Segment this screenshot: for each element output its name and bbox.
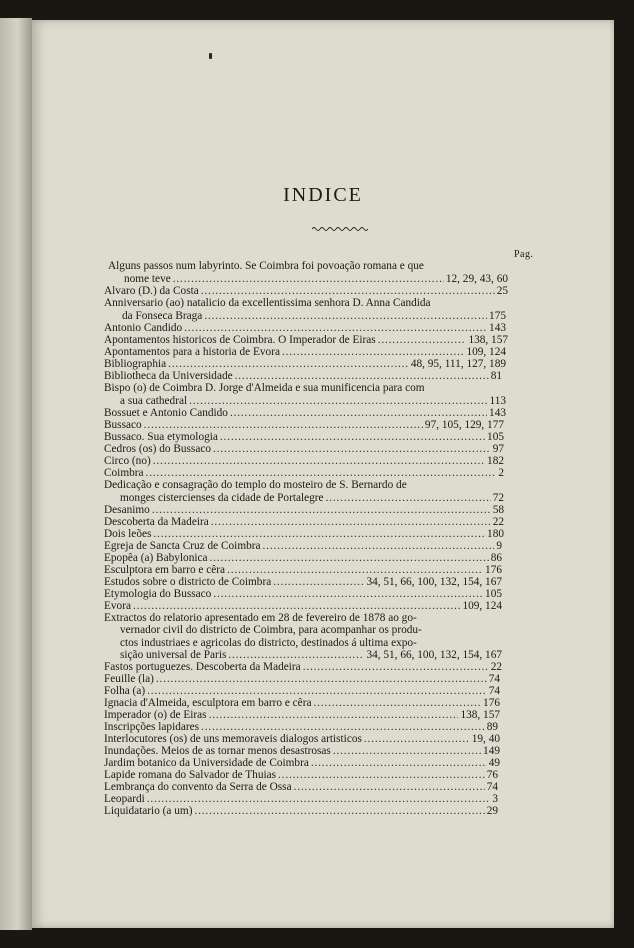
index-entry — [104, 297, 508, 310]
entry-title: Alguns passos num labyrinto. Se Coimbra foi povoação romana e que — [108, 260, 424, 272]
index-entry — [120, 624, 504, 637]
entry-title: sição universal de Paris — [120, 649, 227, 661]
entry-page-numbers: 109, 124 — [462, 600, 502, 612]
entry-page-numbers: 89 — [486, 721, 498, 733]
entry-page-numbers: 22 — [492, 516, 504, 528]
entry-title: Bibliotheca da Universidade — [104, 370, 233, 382]
entry-title: Bispo (o) de Coimbra D. Jorge d'Almeida e sua munificencia para com — [104, 382, 425, 394]
entry-page-numbers: 9 — [496, 540, 502, 552]
title-ornament — [312, 226, 368, 232]
index-entry — [108, 260, 512, 273]
entry-title: ctos industriaes e agricolas do districto, destinados á ultima expo- — [120, 637, 417, 649]
entry-title: Cedros (os) do Bussaco — [104, 443, 211, 455]
entry-title: Descoberta da Madeira — [104, 516, 209, 528]
index-entry — [104, 479, 508, 492]
entry-title: Estudos sobre o districto de Coimbra — [104, 576, 272, 588]
entry-title: Apontamentos para a historia de Evora — [104, 346, 280, 358]
entry-title: Desanimo — [104, 504, 150, 516]
entry-title: Bibliographia — [104, 358, 167, 370]
entry-title: Leopardi — [104, 793, 145, 805]
entry-title: monges cistercienses da cidade de Portalegre — [120, 492, 324, 504]
entry-title: Alvaro (D.) da Costa — [104, 285, 199, 297]
entry-title: Lembrança do convento da Serra de Ossa — [104, 781, 292, 793]
entry-title: Inscripções lapidares — [104, 721, 200, 733]
entry-page-numbers: 97, 105, 129, 177 — [424, 419, 504, 431]
index-entry — [104, 805, 498, 818]
entry-title: Jardim botanico da Universidade de Coimbra — [104, 757, 309, 769]
entry-title: Liquidatario (a um) — [104, 805, 193, 817]
entry-title: a sua cathedral — [120, 395, 188, 407]
entry-title: Dois leões — [104, 528, 152, 540]
entry-page-numbers: 34, 51, 66, 100, 132, 154, 167 — [366, 576, 502, 588]
entry-title: Bussaco. Sua etymologia — [104, 431, 218, 443]
entry-title: Folha (a) — [104, 685, 146, 697]
entry-title: Ignacia d'Almeida, esculptora em barro e cêra — [104, 697, 312, 709]
entry-title: Interlocutores (os) de uns memoraveis dialogos artisticos — [104, 733, 362, 745]
entry-page-numbers: 176 — [483, 697, 500, 709]
entry-page-numbers: 12, 29, 43, 60 — [445, 273, 508, 285]
entry-title: Evora — [104, 600, 131, 612]
dot-leader — [194, 805, 484, 818]
entry-page-numbers: 48, 95, 111, 127, 189 — [410, 358, 506, 370]
entry-page-numbers: 34, 51, 66, 100, 132, 154, 167 — [366, 649, 502, 661]
ink-speck — [209, 53, 212, 59]
entry-title: da Fonseca Braga — [122, 310, 203, 322]
entry-title: Epopêa (a) Babylonica — [104, 552, 208, 564]
entry-title: Coimbra — [104, 467, 144, 479]
entry-page-numbers: 3 — [492, 793, 498, 805]
entry-title: Feuille (la) — [104, 673, 154, 685]
page-title: INDICE — [283, 184, 363, 206]
entry-title: Inundações. Meios de as tornar menos desastrosas — [104, 745, 331, 757]
entry-page-numbers: 81 — [490, 370, 502, 382]
entry-page-numbers: 74 — [488, 673, 500, 685]
entry-page-numbers: 138, 157 — [460, 709, 500, 721]
entry-page-numbers: 25 — [496, 285, 508, 297]
entry-title: Anniversario (ao) natalicio da excellentissima senhora D. Anna Candida — [104, 297, 431, 309]
entry-page-numbers: 113 — [489, 395, 506, 407]
entry-page-numbers: 109, 124 — [466, 346, 506, 358]
entry-page-numbers: 19, 40 — [471, 733, 500, 745]
entry-page-numbers: 74 — [486, 781, 498, 793]
entry-page-numbers: 76 — [486, 769, 498, 781]
entry-page-numbers: 176 — [485, 564, 502, 576]
entry-page-numbers: 182 — [487, 455, 504, 467]
entry-page-numbers: 72 — [492, 492, 504, 504]
entry-title: Antonio Candido — [104, 322, 183, 334]
entry-page-numbers: 143 — [489, 322, 506, 334]
entry-title: nome teve — [124, 273, 171, 285]
entry-page-numbers: 180 — [487, 528, 504, 540]
page-column-label: Pag. — [514, 249, 534, 260]
entry-page-numbers: 2 — [498, 467, 504, 479]
entry-title: Bussaco — [104, 419, 142, 431]
entry-page-numbers: 58 — [492, 504, 504, 516]
entry-title: Esculptora em barro e cêra — [104, 564, 226, 576]
entry-title: Fastos portuguezes. Descoberta da Madeira — [104, 661, 301, 673]
entry-title: Dedicação e consagração do templo do mosteiro de S. Bernardo de — [104, 479, 407, 491]
entry-page-numbers: 29 — [486, 805, 498, 817]
entry-title: Lapide romana do Salvador de Thuias — [104, 769, 277, 781]
entry-title: Imperador (o) de Eiras — [104, 709, 207, 721]
entry-title: Bossuet e Antonio Candido — [104, 407, 228, 419]
entry-page-numbers: 143 — [489, 407, 506, 419]
adjacent-page-edge — [0, 18, 32, 930]
entry-page-numbers: 105 — [485, 588, 502, 600]
entry-title: Apontamentos historicos de Coimbra. O Imperador de Eiras — [104, 334, 376, 346]
entry-title: Circo (no) — [104, 455, 151, 467]
entry-page-numbers: 175 — [489, 310, 506, 322]
entry-page-numbers: 105 — [487, 431, 504, 443]
entry-title: Etymologia do Bussaco — [104, 588, 212, 600]
entry-page-numbers: 97 — [492, 443, 504, 455]
entry-page-numbers: 138, 157 — [468, 334, 508, 346]
entry-title: vernador civil do districto de Coimbra, para acompanhar os produ- — [120, 624, 422, 636]
entry-page-numbers: 74 — [488, 685, 500, 697]
entry-page-numbers: 22 — [490, 661, 502, 673]
book-page — [32, 20, 614, 928]
entry-page-numbers: 49 — [488, 757, 500, 769]
index-entry — [104, 382, 508, 395]
entry-page-numbers: 86 — [490, 552, 502, 564]
entry-page-numbers: 149 — [483, 745, 500, 757]
entry-title: Extractos do relatorio apresentado em 28 de fevereiro de 1878 ao go- — [104, 612, 417, 624]
entry-title: Egreja de Sancta Cruz de Coimbra — [104, 540, 261, 552]
